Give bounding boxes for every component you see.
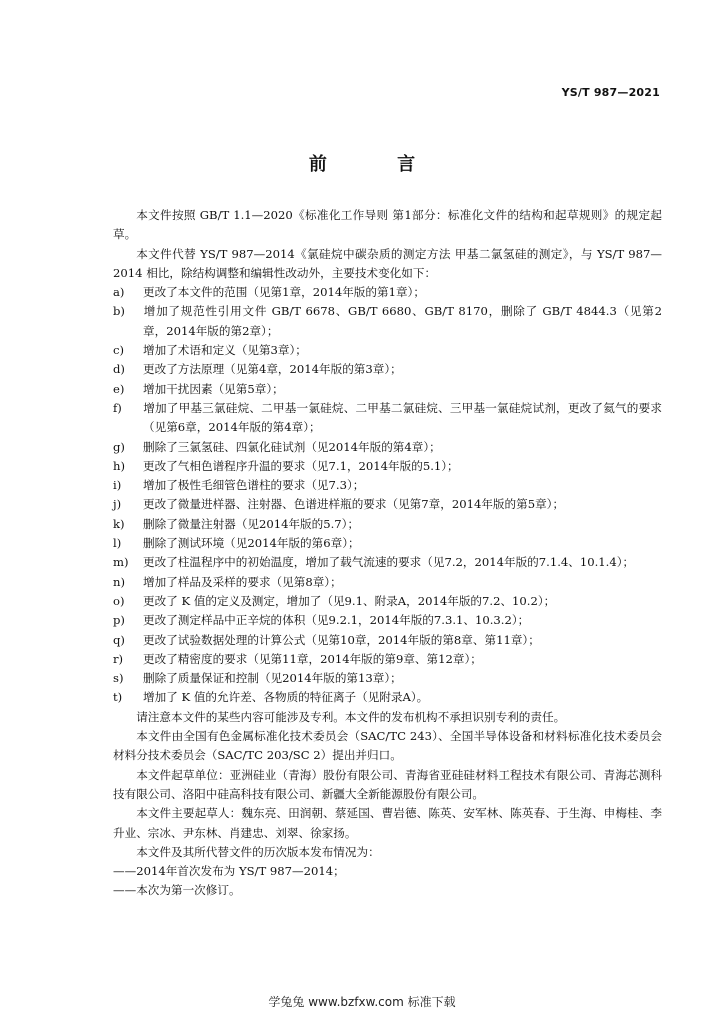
change-item [113, 573, 662, 592]
change-item [113, 380, 662, 399]
item-text: 更改了 K 值的定义及测定，增加了（见9.1、附录A，2014年版的7.2、10.2）； [143, 593, 556, 608]
drafting-units-paragraph: 本文件起草单位：亚洲硅业（青海）股份有限公司、青海省亚硅硅材料工程技术有限公司、青海芯测科技有限公司、洛阳中硅高科技有限公司、新疆大全新能源股份有限公司。 [113, 767, 662, 801]
change-item [113, 688, 662, 707]
document-code: YS/T 987—2021 [561, 86, 660, 99]
item-label: e) [113, 381, 125, 396]
item-text: 删除了质量保证和控制（见2014年版的第13章）； [143, 671, 402, 686]
change-item [113, 457, 662, 476]
item-label: p) [113, 613, 125, 628]
patent-note: 请注意本文件的某些内容可能涉及专利。本文件的发布机构不承担识别专利的责任。 [136, 709, 566, 724]
change-item [113, 515, 662, 534]
item-text: 删除了三氯氢硅、四氯化硅试剂（见2014年版的第4章）； [143, 439, 441, 454]
item-label: n) [113, 574, 125, 589]
change-item [113, 283, 662, 302]
item-label: s) [113, 671, 124, 686]
change-item [113, 669, 662, 688]
page-title: 前 言 [308, 154, 448, 175]
item-text: 更改了精密度的要求（见第11章，2014年版的第9章、第12章）； [143, 651, 482, 666]
history-item: ——本次为第一次修订。 [113, 883, 241, 898]
item-text: 更改了微量进样器、注射器、色谱进样瓶的要求（见第7章，2014年版的第5章）； [143, 497, 565, 512]
item-text: 更改了测定样品中正辛烷的体积（见9.2.1，2014年版的7.3.1、10.3.2）； [143, 613, 530, 628]
item-text: 增加干扰因素（见第5章）； [143, 381, 284, 396]
change-item [113, 341, 662, 360]
item-text: 删除了微量注射器（见2014年版的5.7）； [143, 516, 360, 531]
item-label: q) [113, 632, 125, 647]
change-item [113, 302, 662, 341]
item-label: c) [113, 343, 125, 358]
item-text: 更改了试验数据处理的计算公式（见第10章，2014年版的第8章、第11章）； [143, 632, 540, 647]
change-item [113, 553, 662, 572]
item-text: 更改了本文件的范围（见第1章，2014年版的第1章）； [143, 285, 425, 300]
change-item [113, 631, 662, 650]
item-label: g) [113, 439, 125, 454]
item-label: m) [113, 555, 129, 570]
intro-paragraph: 本文件代替 YS/T 987—2014《氯硅烷中碳杂质的测定方法 甲基二氯氢硅的测定》，与 YS/T 987—2014 相比，除结构调整和编辑性改动外，主要技术变化如下： [113, 246, 662, 280]
item-text: 增加了术语和定义（见第3章）； [143, 343, 307, 358]
change-item [113, 495, 662, 514]
item-text: 更改了方法原理（见第4章，2014年版的第3章）； [143, 362, 402, 377]
item-label: j) [113, 497, 122, 512]
proposer-paragraph: 本文件由全国有色金属标准化技术委员会（SAC/TC 243）、全国半导体设备和材料标准化技术委员会材料分技术委员会（SAC/TC 203/SC 2）提出并归口。 [113, 729, 662, 763]
item-text: 增加了样品及采样的要求（见第8章）； [143, 574, 342, 589]
change-item [113, 360, 662, 379]
item-text: 删除了测试环境（见2014年版的第6章）； [143, 536, 360, 551]
watermark-footer: 学兔兔 www.bzfxw.com 标准下载 [268, 995, 456, 1009]
change-item [113, 611, 662, 630]
change-item [113, 399, 662, 438]
change-item [113, 534, 662, 553]
item-text: 增加了甲基三氯硅烷、二甲基一氯硅烷、二甲基二氯硅烷、三甲基一氯硅烷试剂，更改了氦气的要求（见第6章，2014年版的第4章）； [143, 400, 662, 435]
intro-paragraph: 本文件按照 GB/T 1.1—2020《标准化工作导则 第1部分：标准化文件的结构和起草规则》的规定起草。 [113, 208, 662, 242]
change-item [113, 650, 662, 669]
change-item [113, 592, 662, 611]
item-label: i) [113, 478, 122, 493]
item-label: l) [113, 536, 122, 551]
item-text: 增加了 K 值的允许差、各物质的特征离子（见附录A）。 [143, 690, 429, 705]
item-text: 增加了极性毛细管色谱柱的要求（见7.3）； [143, 478, 365, 493]
change-item [113, 438, 662, 457]
change-item [113, 476, 662, 495]
item-label: d) [113, 362, 125, 377]
drafters-paragraph: 本文件主要起草人：魏东亮、田润朝、蔡延国、曹岩德、陈英、安军林、陈英春、于生海、申梅桂、李升业、宗冰、尹东林、肖建忠、刘翠、徐家扬。 [113, 806, 662, 840]
item-label: b) [113, 304, 125, 319]
item-label: r) [113, 651, 124, 666]
item-text: 更改了柱温程序中的初始温度，增加了载气流速的要求（见7.2，2014年版的7.1.4、10.1.4）； [143, 555, 635, 570]
history-heading: 本文件及其所代替文件的历次版本发布情况为： [136, 844, 380, 859]
item-label: k) [113, 516, 125, 531]
item-text: 更改了气相色谱程序升温的要求（见7.1，2014年版的5.1）； [143, 458, 459, 473]
item-label: o) [113, 593, 125, 608]
item-label: f) [113, 400, 122, 415]
item-label: t) [113, 690, 123, 705]
item-text: 增加了规范性引用文件 GB/T 6678、GB/T 6680、GB/T 8170，删除了 GB/T 4844.3（见第2章，2014年版的第2章）； [143, 304, 662, 338]
document-body [113, 206, 662, 901]
item-label: h) [113, 458, 125, 473]
history-item: ——2014年首次发布为 YS/T 987—2014； [113, 864, 345, 879]
item-label: a) [113, 285, 125, 300]
